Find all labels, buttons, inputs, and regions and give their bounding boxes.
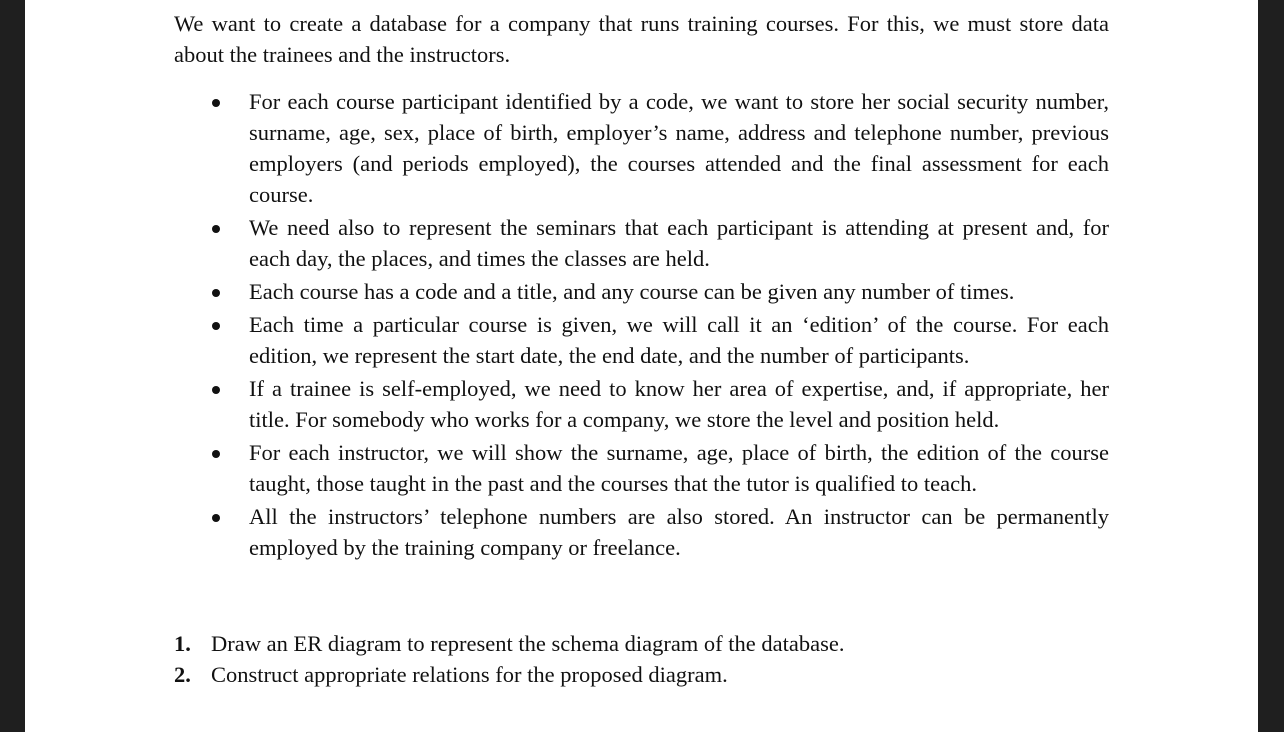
requirements-list — [174, 86, 1109, 563]
question-text: Construct appropriate relations for the proposed diagram. — [211, 662, 728, 687]
requirement-item — [174, 86, 1109, 210]
requirement-item — [174, 437, 1109, 499]
bullet-icon — [212, 450, 220, 458]
bullet-icon — [212, 514, 220, 522]
questions-list — [174, 628, 1109, 690]
requirement-item — [174, 373, 1109, 435]
requirement-text: For each instructor, we will show the surname, age, place of birth, the edition of the course taught, those taught in the past and the courses that the tutor is qualified to teach. — [249, 440, 1109, 496]
requirement-text: For each course participant identified by a code, we want to store her social security number, surname, age, sex, place of birth, employer’s name, address and telephone number, previous employers (and periods employed), the courses attended and the final assessment for each course. — [249, 89, 1109, 207]
bullet-icon — [212, 386, 220, 394]
requirement-item — [174, 212, 1109, 274]
question-number: 2. — [174, 662, 191, 687]
bullet-icon — [212, 322, 220, 330]
document-page[interactable] — [25, 0, 1258, 732]
bullet-icon — [212, 289, 220, 297]
page-content — [174, 8, 1109, 690]
question-text: Draw an ER diagram to represent the schema diagram of the database. — [211, 631, 845, 656]
requirement-text: We need also to represent the seminars that each participant is attending at present and, for each day, the places, and times the classes are held. — [249, 215, 1109, 271]
bullet-icon — [212, 225, 220, 233]
question-item — [174, 628, 1109, 659]
requirement-item — [174, 276, 1109, 307]
requirement-item — [174, 309, 1109, 371]
question-number: 1. — [174, 631, 191, 656]
intro-paragraph: We want to create a database for a company that runs training courses. For this, we must store data about the trainees and the instructors. — [174, 11, 1109, 67]
bullet-icon — [212, 99, 220, 107]
requirement-text: Each course has a code and a title, and any course can be given any number of times. — [249, 279, 1015, 304]
requirement-text: Each time a particular course is given, we will call it an ‘edition’ of the course. For each edition, we represent the start date, the end date, and the number of participants. — [249, 312, 1109, 368]
requirement-text: All the instructors’ telephone numbers are also stored. An instructor can be permanently employed by the training company or freelance. — [249, 504, 1109, 560]
requirement-item — [174, 501, 1109, 563]
requirement-text: If a trainee is self-employed, we need to know her area of expertise, and, if appropriate, her title. For somebody who works for a company, we store the level and position held. — [249, 376, 1109, 432]
question-item — [174, 659, 1109, 690]
